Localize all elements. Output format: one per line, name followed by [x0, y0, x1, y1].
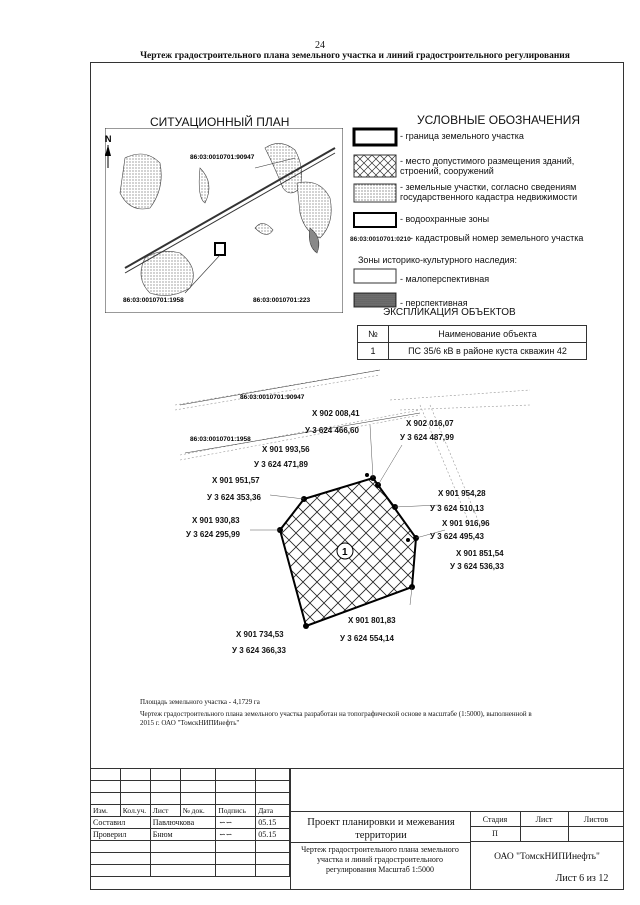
- stamp-head-ndok: № док.: [180, 805, 216, 817]
- cad-label-1: 86:03:0010701:90947: [190, 154, 255, 161]
- legend-title: УСЛОВНЫЕ ОБОЗНАЧЕНИЯ: [417, 113, 581, 127]
- coord-y-9: У 3 624 554,14: [340, 634, 394, 643]
- doc-title: Чертеж градостроительного плана земельного участка и линий градостроительного регулирования: [140, 51, 570, 61]
- stamp-sheet: Лист 6 из 12: [555, 873, 609, 884]
- stamp-head-koluch: Кол.уч.: [120, 805, 150, 817]
- stamp-date-1: 05.15: [256, 817, 290, 829]
- stamp-head-izm: Изм.: [91, 805, 121, 817]
- title-block-top-area: [290, 768, 624, 812]
- main-cad-label-2: 86:03:0010701:1958: [190, 436, 251, 443]
- coord-y-2: У 3 624 487,99: [400, 433, 454, 442]
- area-note: Площадь земельного участка - 4,1729 га: [140, 698, 260, 706]
- coord-y-6: У 3 624 295,99: [186, 530, 240, 539]
- explication-row-name: ПС 35/6 кВ в районе куста скважин 42: [389, 343, 587, 360]
- legend-item-water-zone: - водоохранные зоны: [400, 214, 490, 224]
- coord-y-1: У 3 624 466,60: [305, 426, 359, 435]
- legend-item-building-zone: - место допустимого размещения зданий, строений, сооружений: [400, 156, 575, 176]
- stamp-head-podpis: Подпись: [216, 805, 256, 817]
- coord-x-5: X 901 954,28: [438, 489, 486, 498]
- cad-label-3: 86:03:0010701:1958: [123, 297, 184, 304]
- explication-table: [357, 325, 587, 360]
- page-number: 24: [315, 40, 325, 51]
- stamp-role-1: Составил: [91, 817, 151, 829]
- coord-x-8: X 901 851,54: [456, 549, 504, 558]
- coord-y-3: У 3 624 471,89: [254, 460, 308, 469]
- legend-cad-sample: 86:03:0010701:0210: [350, 236, 411, 243]
- coord-x-10: X 901 734,53: [236, 630, 284, 639]
- coord-x-2: X 902 016,07: [406, 419, 454, 428]
- stamp-signature-2: ∽∽: [216, 829, 256, 841]
- explication-header-name: Наименование объекта: [389, 326, 587, 343]
- explication-header-num: №: [358, 326, 389, 343]
- stamp-org-divider: [470, 842, 471, 890]
- legend-heritage-title: Зоны историко-культурного наследия:: [358, 255, 517, 265]
- coord-x-9: X 901 801,83: [348, 616, 396, 625]
- stamp-head-data: Дата: [256, 805, 290, 817]
- coord-x-6: X 901 930,83: [192, 516, 240, 525]
- stamp-head-list: Лист: [150, 805, 180, 817]
- coord-y-4: У 3 624 353,36: [207, 493, 261, 502]
- stamp-name-1: Павлючкова: [150, 817, 216, 829]
- coord-y-8: У 3 624 536,33: [450, 562, 504, 571]
- stamp-stage-head: Стадия: [482, 815, 508, 824]
- stamp-stage-divider-h: [470, 826, 624, 827]
- legend-heritage-high: - перспективная: [400, 298, 468, 308]
- coord-x-1: X 902 008,41: [312, 409, 360, 418]
- explication-title: ЭКСПЛИКАЦИЯ ОБЪЕКТОВ: [383, 307, 516, 318]
- legend-item-boundary: - граница земельного участка: [400, 131, 524, 141]
- coord-x-3: X 901 993,56: [262, 445, 310, 454]
- explication-row-num: 1: [358, 343, 389, 360]
- coord-x-4: X 901 951,57: [212, 476, 260, 485]
- coord-y-5: У 3 624 510,13: [430, 504, 484, 513]
- coord-y-10: У 3 624 366,33: [232, 646, 286, 655]
- stamp-list-head: Лист: [535, 815, 553, 824]
- stamp-stage-value: П: [492, 829, 498, 838]
- coord-x-7: X 901 916,96: [442, 519, 490, 528]
- north-arrow-label: N: [105, 134, 112, 144]
- stamp-drawing: Чертеж градостроительного плана земельного участка и линий градостроительного регулирования Масштаб 1:5000: [301, 845, 459, 874]
- stamp-project-divider: [290, 842, 470, 843]
- legend-item-cad-number: - кадастровый номер земельного участка: [410, 233, 584, 243]
- stamp-signature-1: ∽∽: [216, 817, 256, 829]
- cad-label-4: 86:03:0010701:223: [253, 297, 311, 304]
- stamp-date-2: 05.15: [256, 829, 290, 841]
- title-block: [90, 768, 290, 877]
- coord-y-7: У 3 624 495,43: [430, 532, 484, 541]
- stamp-listov-head: Листов: [583, 815, 609, 824]
- legend-swatches: [352, 127, 402, 317]
- stamp-project: Проект планировки и межевания территории: [307, 817, 455, 841]
- legend-heritage-low: - малоперспективная: [400, 274, 490, 284]
- stamp-name-2: Бнюм: [150, 829, 216, 841]
- legend-item-cadastre: - земельные участки, согласно сведениям государственного кадастра недвижимости: [400, 182, 578, 202]
- site-number: 1: [342, 547, 348, 558]
- situational-plan-map: [105, 128, 343, 313]
- basis-note: Чертеж градостроительного плана земельного участка разработан на топографической основе в масштабе (1:5000), выполненной в 2015 г. ОАО "ТомскНИПИнефть": [140, 710, 532, 727]
- stamp-role-2: Проверил: [91, 829, 151, 841]
- main-cad-label-1: 86:03:0010701:90947: [240, 394, 305, 401]
- stamp-org: ОАО "ТомскНИПИнефть": [494, 852, 600, 862]
- situational-plan-title: СИТУАЦИОННЫЙ ПЛАН: [150, 115, 290, 129]
